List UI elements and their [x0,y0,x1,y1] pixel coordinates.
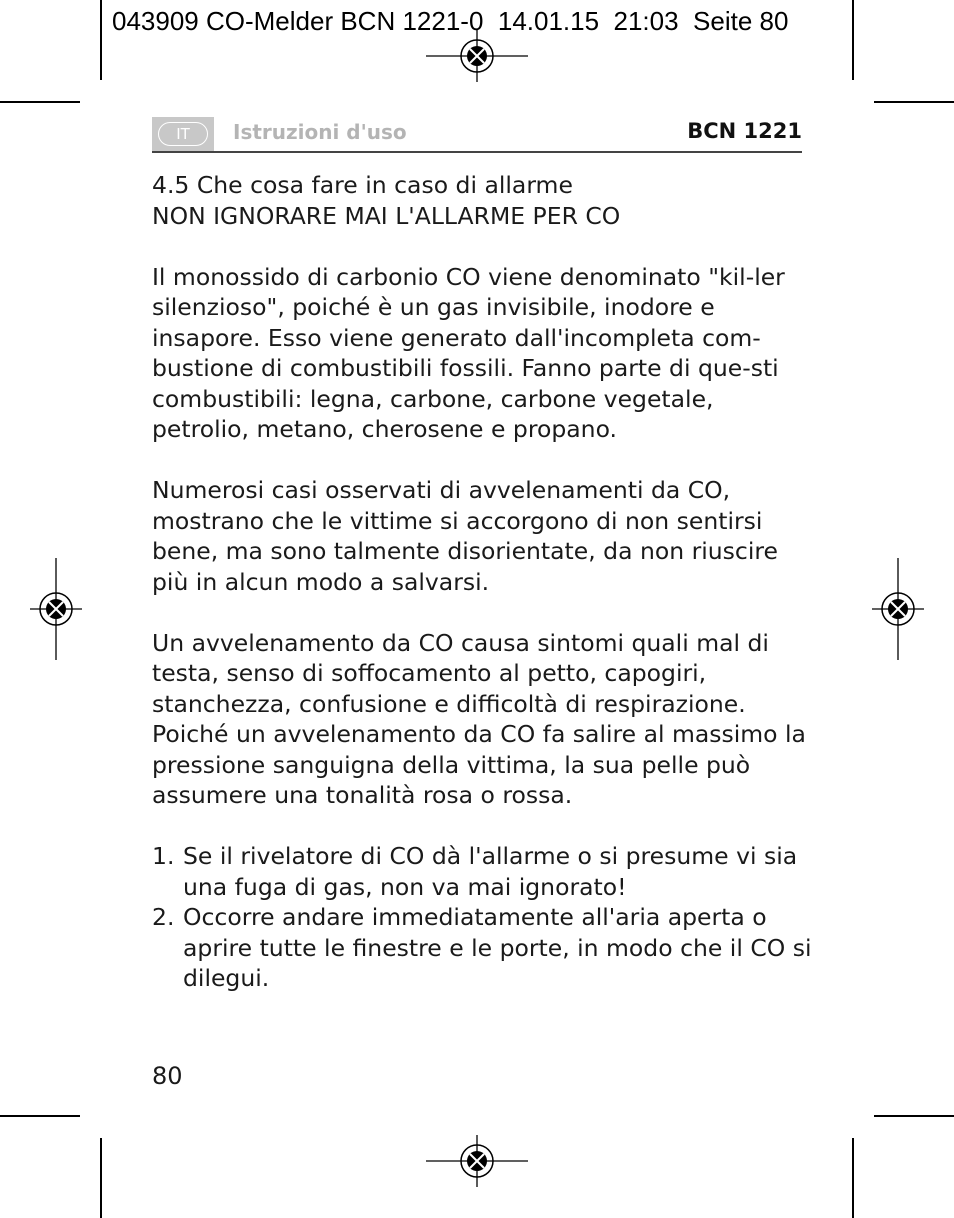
language-badge-label: IT [158,122,208,146]
page-content [152,170,812,994]
header-model: BCN 1221 [687,119,802,143]
crop-mark [100,1138,102,1218]
step-number: 2. [152,903,175,931]
steps-list [152,841,812,994]
paragraph: Numerosi casi osservati di avvelenamenti da CO, mostrano che le vittime si accorgono di non sentirsi bene, ma sono talmente disorientate, da non riuscire più in alcun modo a salvarsi. [152,476,778,596]
step-text: Se il rivelatore di CO dà l'allarme o si presume vi sia una fuga di gas, non va mai ignorato! [183,842,798,901]
list-item [152,902,812,994]
step-number: 1. [152,842,175,870]
registration-mark-icon [30,558,82,660]
section-subheading: NON IGNORARE MAI L'ALLARME PER CO [152,201,621,230]
crop-mark [0,1115,80,1117]
list-item [152,841,812,902]
step-text: Occorre andare immediatamente all'aria aperta o aprire tutte le finestre e le porte, in modo che il CO si dilegui. [183,903,812,992]
crop-mark [100,0,102,80]
crop-mark [874,1115,954,1117]
paragraph: Il monossido di carbonio CO viene denominato "kil-ler silenzioso", poiché è un gas invisibile, inodore e insapore. Esso viene generato dall'incompleta com-bustione di combustibili fossili. Fanno parte di que-sti combustibili: legna, carbone, carbone vegetale, petrolio, metano, cherosene e propano. [152,262,785,443]
header-title: Istruzioni d'uso [233,120,407,144]
registration-mark-icon [426,1135,528,1187]
registration-mark-icon [426,30,528,82]
paragraph: Un avvelenamento da CO causa sintomi quali mal di testa, senso di soffocamento al petto, capogiri, stanchezza, confusione e difficoltà di respirazione. Poiché un avvelenamento da CO fa salire al massimo la pressione sanguigna della vittima, la sua pelle può assumere una tonalità rosa o rossa. [152,628,806,809]
crop-mark [0,101,80,103]
language-badge [152,117,214,151]
registration-mark-icon [872,558,924,660]
crop-mark [852,1138,854,1218]
page-number: 80 [152,1062,183,1090]
header-rule [152,151,802,153]
crop-mark [874,101,954,103]
crop-mark [852,0,854,80]
section-heading: 4.5 Che cosa fare in caso di allarme [152,171,573,199]
print-slug: 043909 CO-Melder BCN 1221-0 14.01.15 21:03 Seite 80 [112,6,789,36]
